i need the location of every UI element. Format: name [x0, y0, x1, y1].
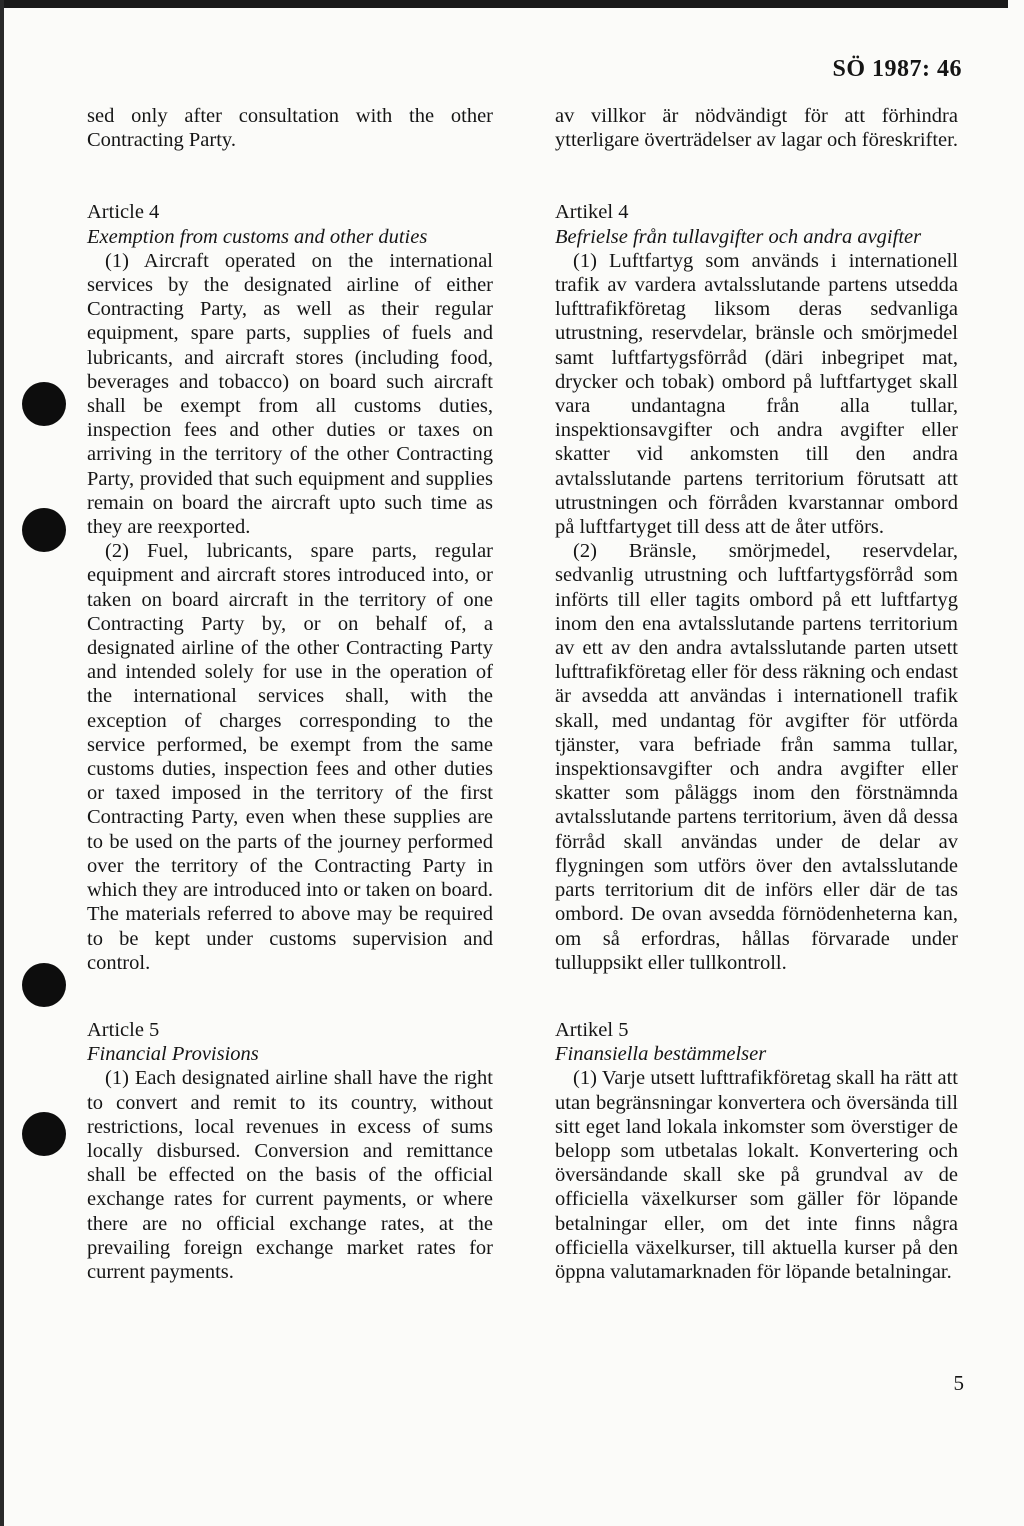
punch-hole-3 — [22, 963, 66, 1007]
article-5-heading: Article 5 — [87, 1018, 160, 1041]
punch-hole-1 — [22, 382, 66, 426]
left-scan-border — [0, 0, 4, 1526]
punch-hole-4 — [22, 1112, 66, 1156]
swedish-column — [555, 104, 958, 1284]
article-5-paragraph-1: (1) Each designated airline shall have the right to convert and remit to its country, without restrictions, local revenues in excess of sums locally disbursed. Conversion and remittance shall be effected on the basis of the official exchange rates for current payments, or where there are no official exchange rates, at the prevailing foreign exchange market rates for current payments. — [87, 1067, 493, 1283]
artikel-5-heading: Artikel 5 — [555, 1018, 629, 1041]
artikel-4-subheading: Befrielse från tullavgifter och andra avgifter — [555, 225, 922, 248]
article-5-subheading: Financial Provisions — [87, 1043, 259, 1066]
artikel-5-paragraph-1: (1) Varje utsett lufttrafikföretag skall ha rätt att utan begränsningar konvertera och översända till sitt eget land lokala inkomster som överstiger de belopp som utbetalas lokalt. Konvertering och översändande skall ske på grundval av de officiella växelkurser som gäller för löpande betalningar eller, om det inte finns några officiella växelkurser, till aktuella kurser på den öppna valutamarknaden för löpande betalningar. — [555, 1067, 958, 1283]
artikel-5-subheading: Finansiella bestämmelser — [555, 1043, 767, 1066]
english-column — [87, 104, 493, 1284]
article-4-paragraph-2: (2) Fuel, lubricants, spare parts, regular equipment and aircraft stores introduced into, or taken on board aircraft in the territory of one Contracting Party by, or on behalf of, a designated airline of the other Contracting Party and intended solely for use in the operation of the international services shall, with the exception of charges corresponding to the service performed, be exempt from the same customs duties, inspection fees and other duties or taxed imposed in the territory of the first Contracting Party, even when these supplies are to be used on the parts of the journey performed over the territory of the Contracting Party in which they are introduced into or taken on board. The materials referred to above may be required to be kept under customs supervision and control. — [87, 540, 493, 974]
article-4-heading: Article 4 — [87, 201, 160, 224]
artikel-4-heading: Artikel 4 — [555, 201, 629, 224]
top-scan-border — [0, 0, 1008, 8]
page-number: 5 — [953, 1371, 964, 1395]
carryover-text: sed only after consultation with the other Contracting Party. — [87, 105, 493, 152]
artikel-4-paragraph-1: (1) Luftfartyg som används i internationell trafik av vardera avtalsslutande partens utsedda lufttrafikföretag liksom deras sedvanliga utrustning, reservdelar, bränsle och smörjmedel samt luftfartygsförråd (däri inbegripet mat, drycker och tobak) ombord på luftfartyget skall vara undantagna från alla tullar, inspektionsavgifter och andra avgifter eller skatter vid ankomsten till den andra avtalsslutande partens territorium förutsatt att utrustningen och förråden kvarstannar ombord på luftfartyget till dess att de åter utförs. — [555, 249, 958, 539]
article-4-subheading: Exemption from customs and other duties — [87, 225, 428, 248]
article-4-paragraph-1: (1) Aircraft operated on the international services by the designated airline of either Contracting Party, as well as their regular equipment, spare parts, supplies of fuels and lubricants, and aircraft stores (including food, beverages and tobacco) on board such aircraft shall be exempt from all customs duties, inspection fees and other duties or taxes on arriving in the territory of the other Contracting Party, provided that such equipment and supplies remain on board the aircraft upto such time as they are reexported. — [87, 249, 493, 539]
carryover-text: av villkor är nödvändigt för att förhindra ytterligare överträdelser av lagar och föreskrifter. — [555, 105, 958, 152]
document-reference: SÖ 1987: 46 — [832, 56, 962, 82]
punch-hole-2 — [22, 508, 66, 552]
artikel-4-paragraph-2: (2) Bränsle, smörjmedel, reservdelar, sedvanlig utrustning och luftfartygsförråd som införts till eller tagits ombord på ett luftfartyg inom den ena avtalsslutande partens territorium av ett av den andra avtalsslutande parten utsett lufttrafikföretag eller för dess räkning och endast är avsedda att användas i internationell trafik skall, med undantag för avgifter för utförda tjänster, vara befriade från samma tullar, inspektionsavgifter och andra avgifter eller skatter som påläggs inom den förstnämnda avtalsslutande partens territorium, även då dessa förråd skall användas under de delar av flygningen som utförs över den avtalsslutande parts territorium dit de införs eller där de tas ombord. De ovan avsedda förnödenheterna kan, om så erfordras, hållas förvarade under tulluppsikt eller tullkontroll. — [555, 540, 958, 974]
